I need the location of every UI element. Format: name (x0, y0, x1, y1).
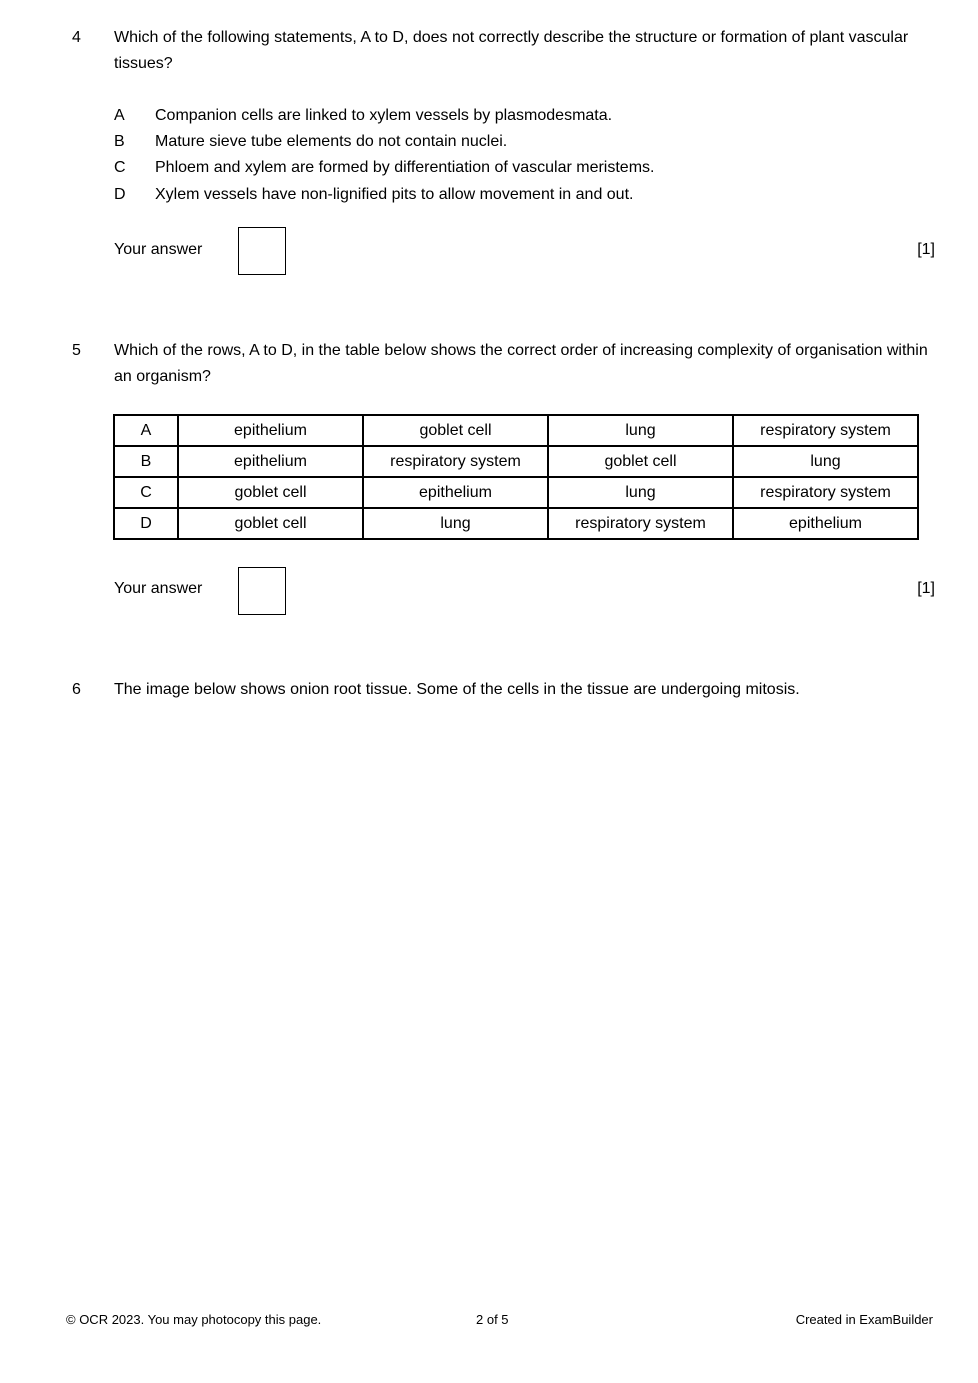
q4-answer-box[interactable] (238, 227, 286, 275)
q5-marks: [1] (917, 580, 935, 597)
q5-letter-a: A (249, 342, 259, 359)
question-5-number: 5 (72, 342, 81, 359)
question-6-number: 6 (72, 681, 81, 698)
row-letter: B (114, 446, 178, 477)
q4-emphasis-not: not (451, 29, 475, 46)
table-row (114, 477, 918, 508)
table-row (114, 508, 918, 539)
question-4-number: 4 (72, 29, 81, 46)
footer-copyright: © OCR 2023. You may photocopy this page. (66, 1312, 322, 1327)
row-letter: C (114, 477, 178, 508)
option-text: Phloem and xylem are formed by differentiation of vascular meristems. (155, 159, 655, 176)
table-cell: epithelium (363, 477, 548, 508)
table-cell: epithelium (733, 508, 918, 539)
table-cell: respiratory system (733, 415, 918, 446)
q4-letter-a: A (360, 29, 371, 46)
q5-stem-part: to (258, 342, 282, 359)
table-cell: lung (548, 477, 733, 508)
option-text: Xylem vessels have non-lignified pits to allow movement in and out. (155, 186, 634, 203)
footer-created-in: Created in ExamBuilder (795, 1312, 933, 1327)
table-cell: lung (733, 446, 918, 477)
table-row (114, 415, 918, 446)
question-4-stem (114, 25, 944, 77)
table-cell: epithelium (178, 415, 363, 446)
option-letter: B (114, 133, 125, 150)
row-letter: D (114, 508, 178, 539)
q4-option-a (114, 103, 612, 129)
q5-stem-part: , in the table below shows the correct order of increasing complexity of organisation within an organism? (114, 342, 928, 385)
option-text: Mature sieve tube elements do not contain nuclei. (155, 133, 508, 150)
table-cell: lung (363, 508, 548, 539)
q4-answer-label: Your answer (114, 241, 203, 258)
q5-answer-box[interactable] (238, 567, 286, 615)
table-cell: goblet cell (178, 508, 363, 539)
q5-answer-label: Your answer (114, 580, 203, 597)
q4-marks: [1] (917, 241, 935, 258)
table-cell: goblet cell (178, 477, 363, 508)
option-letter: C (114, 159, 126, 176)
question-6-stem: The image below shows onion root tissue. Some of the cells in the tissue are undergoing mitosis. (114, 681, 800, 698)
q4-stem-part: , does (403, 29, 452, 46)
footer-page-number: 2 of 5 (476, 1312, 509, 1327)
table-cell: goblet cell (363, 415, 548, 446)
table-row (114, 446, 918, 477)
q4-option-c (114, 155, 654, 181)
table-cell: goblet cell (548, 446, 733, 477)
table-cell: respiratory system (363, 446, 548, 477)
table-cell: respiratory system (733, 477, 918, 508)
table-cell: respiratory system (548, 508, 733, 539)
option-letter: A (114, 107, 125, 124)
option-letter: D (114, 186, 126, 203)
q5-options-table (113, 414, 919, 540)
q5-letter-d: D (281, 342, 293, 359)
q4-stem-part: Which of the following statements, (114, 29, 361, 46)
q4-option-d (114, 182, 633, 208)
row-letter: A (114, 415, 178, 446)
q5-stem-part: Which of the rows, (114, 342, 250, 359)
q4-stem-part: correctly describe the structure or formation of plant vascular tissues? (114, 29, 909, 72)
table-cell: epithelium (178, 446, 363, 477)
question-5-stem (114, 338, 944, 390)
table-cell: lung (548, 415, 733, 446)
option-text: Companion cells are linked to xylem vessels by plasmodesmata. (155, 107, 613, 124)
q4-letter-d: D (392, 29, 404, 46)
q4-stem-part: to (370, 29, 393, 46)
q4-option-b (114, 129, 507, 155)
